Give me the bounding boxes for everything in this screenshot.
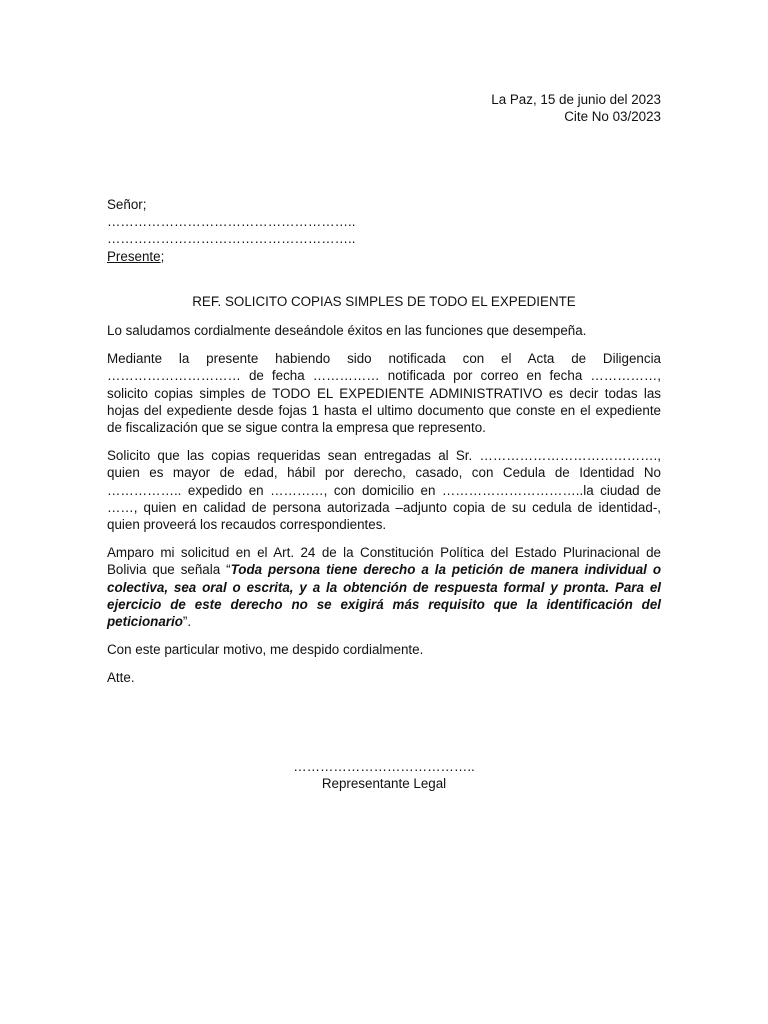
letter-header — [491, 91, 661, 125]
legal-basis-intro: Amparo mi solicitud en el Art. 24 de la Constitución Política del Estado Plurinacional de Bolivia que señala “ — [107, 545, 661, 578]
presente-line — [107, 248, 661, 265]
farewell-paragraph: Con este particular motivo, me despido cordialmente. — [107, 642, 424, 658]
presente-label: Presente — [107, 248, 161, 264]
recipient-block — [107, 196, 661, 265]
delivery-paragraph: Solicito que las copias requeridas sean entregadas al Sr. …………………………………., quien es mayor de edad, hábil por derecho, casado, con Cedula de Identidad No …………….. expedido en …………, con domicilio en …………………………..la ciudad de ……, quien en calidad de persona autorizada –adjunto copia de su cedula de identidad-, quien proveerá los recaudos correspondientes. — [107, 448, 661, 533]
greeting-paragraph: Lo saludamos cordialmente deseándole éxitos en las funciones que desempeña. — [107, 323, 587, 338]
closing-atte: Atte. — [107, 670, 135, 686]
reference-line: REF. SOLICITO COPIAS SIMPLES DE TODO EL EXPEDIENTE — [192, 294, 576, 309]
cite-number: Cite No 03/2023 — [564, 109, 661, 125]
signature-block — [107, 758, 661, 792]
place-date: La Paz, 15 de junio del 2023 — [491, 92, 661, 107]
request-paragraph: Mediante la presente habiendo sido notificada con el Acta de Diligencia ………………………… de fecha …………… notificada por correo en fecha ……………, solicito copias simples de TODO EL EXPEDIENTE ADMINISTRATIVO es decir todas las hojas del expediente desde fojas 1 hasta el ultimo documento que conste en el expediente de fiscalización que se sigue contra la empresa que represento. — [107, 351, 661, 436]
salutation: Señor; — [107, 197, 147, 212]
recipient-line-1: ……………………………………………….. — [107, 214, 356, 230]
presente-suffix: ; — [160, 248, 165, 264]
signature-line: ………………………………….. — [293, 759, 475, 774]
signature-title: Representante Legal — [321, 776, 447, 792]
legal-basis-paragraph — [107, 544, 661, 630]
legal-basis-end: ”. — [182, 614, 192, 630]
letter-body — [107, 322, 661, 698]
constitution-quote: Toda persona tiene derecho a la petición de manera individual o colectiva, sea oral o escrita, y a la obtención de respuesta formal y pronta. Para el ejercicio de este derecho no se exigirá más requisito que la identificación del peticionario — [107, 562, 662, 630]
recipient-line-2: ……………………………………………….. — [107, 231, 356, 247]
